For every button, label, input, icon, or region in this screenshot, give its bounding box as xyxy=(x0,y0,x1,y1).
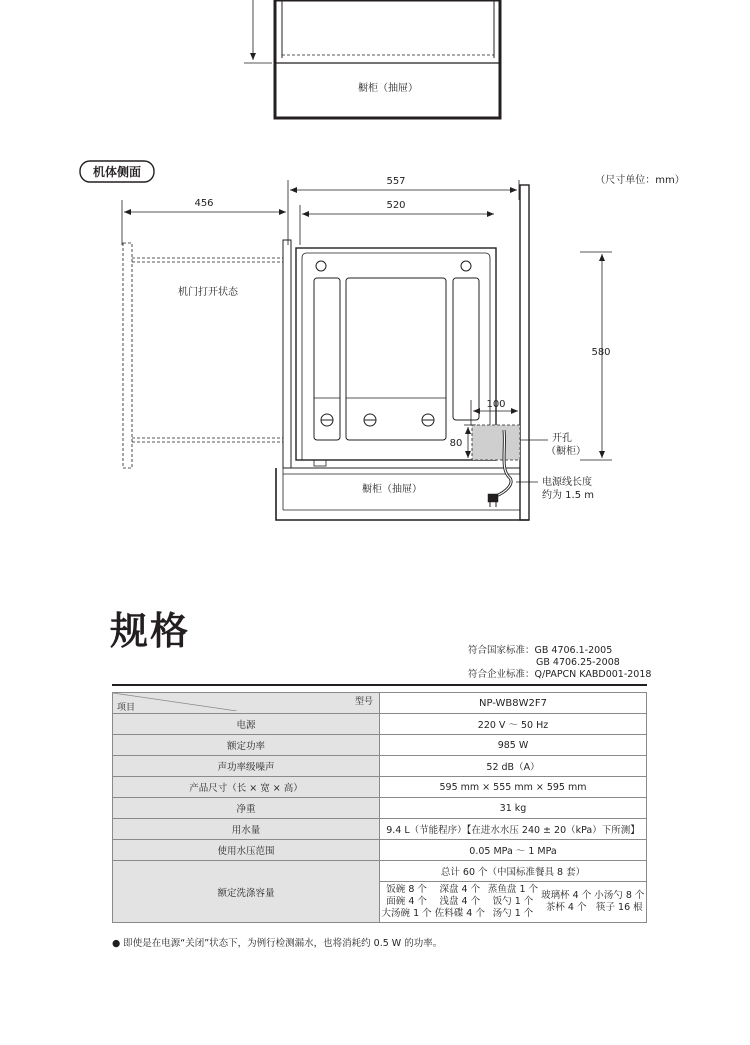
table-row xyxy=(113,735,647,756)
capacity-item: 蒸鱼盘 1 个 xyxy=(487,884,539,895)
capacity-item: 饭勺 1 个 xyxy=(492,896,534,907)
row-value: 595 mm × 555 mm × 595 mm xyxy=(380,777,647,798)
enterprise-standard xyxy=(468,669,651,681)
cord-length-label: 电源线长度 xyxy=(542,477,592,488)
row-label: 额定功率 xyxy=(113,735,380,756)
capacity-item: 饭碗 8 个 xyxy=(386,884,427,895)
dim-580: 580 xyxy=(591,347,611,358)
cabinet-hole xyxy=(472,425,520,460)
capacity-item: 小汤勺 8 个 xyxy=(594,890,645,901)
row-label: 电源 xyxy=(113,714,380,735)
top-cabinet-label: 橱柜（抽屉） xyxy=(358,83,418,94)
header-model-label: 型号 xyxy=(354,697,373,707)
row-label: 用水量 xyxy=(113,819,380,840)
capacity-detail-cell xyxy=(380,882,647,923)
dim-520: 520 xyxy=(386,200,406,211)
capacity-total: 总计 60 个（中国标准餐具 8 套） xyxy=(380,861,647,882)
dishwasher-body xyxy=(283,240,496,468)
row-value: 985 W xyxy=(380,735,647,756)
dimension-lines xyxy=(122,180,612,460)
door-open-label: 机门打开状态 xyxy=(178,287,238,298)
dim-456: 456 xyxy=(194,198,214,209)
enterprise-standard-label: 符合企业标准： xyxy=(468,669,535,680)
spec-table xyxy=(112,692,647,923)
row-label: 声功率级噪声 xyxy=(113,756,380,777)
cord-length-value: 约为 1.5 m xyxy=(542,490,595,501)
capacity-column xyxy=(541,890,591,914)
bottom-cabinet-label: 橱柜（抽屉） xyxy=(362,484,422,495)
row-value: 9.4 L（节能程序）【在进水水压 240 ± 20（kPa）下所测】 xyxy=(380,819,647,840)
side-view-title: 机体侧面 xyxy=(92,165,142,179)
national-standard-label: 符合国家标准： xyxy=(468,645,535,656)
top-cabinet-section xyxy=(244,0,500,118)
spec-title: 规格 xyxy=(110,609,191,653)
model-cell: NP-WB8W2F7 xyxy=(380,693,647,714)
capacity-column xyxy=(594,890,644,914)
capacity-label: 额定洗涤容量 xyxy=(113,861,380,923)
capacity-item: 茶杯 4 个 xyxy=(545,902,587,913)
dim-80: 80 xyxy=(449,438,463,449)
national-standard-1 xyxy=(468,645,612,657)
capacity-item: 玻璃杯 4 个 xyxy=(541,890,592,901)
capacity-column xyxy=(435,884,485,920)
open-door-outline xyxy=(123,243,283,468)
table-row xyxy=(113,840,647,861)
capacity-item: 汤勺 1 个 xyxy=(492,908,534,919)
header-corner-cell xyxy=(113,693,380,714)
row-value: 0.05 MPa ～ 1 MPa xyxy=(380,840,647,861)
table-row xyxy=(113,777,647,798)
dim-100: 100 xyxy=(486,399,506,410)
cabinet-wall xyxy=(520,185,529,520)
national-standard-value-2: GB 4706.25-2008 xyxy=(536,657,620,668)
capacity-item: 大汤碗 1 个 xyxy=(381,908,432,919)
capacity-item: 佐料碟 4 个 xyxy=(434,908,485,919)
table-row xyxy=(113,819,647,840)
table-header-row xyxy=(113,693,647,714)
row-value: 52 dB（A） xyxy=(380,756,647,777)
capacity-column xyxy=(488,884,538,920)
spec-divider xyxy=(112,684,647,686)
table-row xyxy=(113,798,647,819)
hole-label: 开孔 xyxy=(552,433,572,444)
row-value: 31 kg xyxy=(380,798,647,819)
row-value: 220 V ～ 50 Hz xyxy=(380,714,647,735)
table-row xyxy=(113,714,647,735)
capacity-total-row xyxy=(113,861,647,882)
row-label: 产品尺寸（长 × 宽 × 高） xyxy=(113,777,380,798)
national-standard-value-1: GB 4706.1-2005 xyxy=(534,645,613,656)
footnote: ● 即使是在电源“关闭”状态下，为例行检测漏水，也将消耗约 0.5 W 的功率。 xyxy=(112,938,443,949)
row-label: 使用水压范围 xyxy=(113,840,380,861)
hole-label-cabinet: （橱柜） xyxy=(546,446,586,457)
dim-557: 557 xyxy=(386,176,406,187)
capacity-item: 面碗 4 个 xyxy=(386,896,427,907)
unit-note: （尺寸单位：mm） xyxy=(595,175,685,186)
capacity-item: 浅盘 4 个 xyxy=(439,896,481,907)
enterprise-standard-value: Q/PAPCN KABD001-2018 xyxy=(534,669,652,680)
table-row xyxy=(113,756,647,777)
header-item-label: 项目 xyxy=(117,703,136,713)
capacity-item: 深盘 4 个 xyxy=(439,884,481,895)
capacity-column xyxy=(382,884,432,920)
capacity-item: 筷子 16 根 xyxy=(596,902,643,913)
row-label: 净重 xyxy=(113,798,380,819)
